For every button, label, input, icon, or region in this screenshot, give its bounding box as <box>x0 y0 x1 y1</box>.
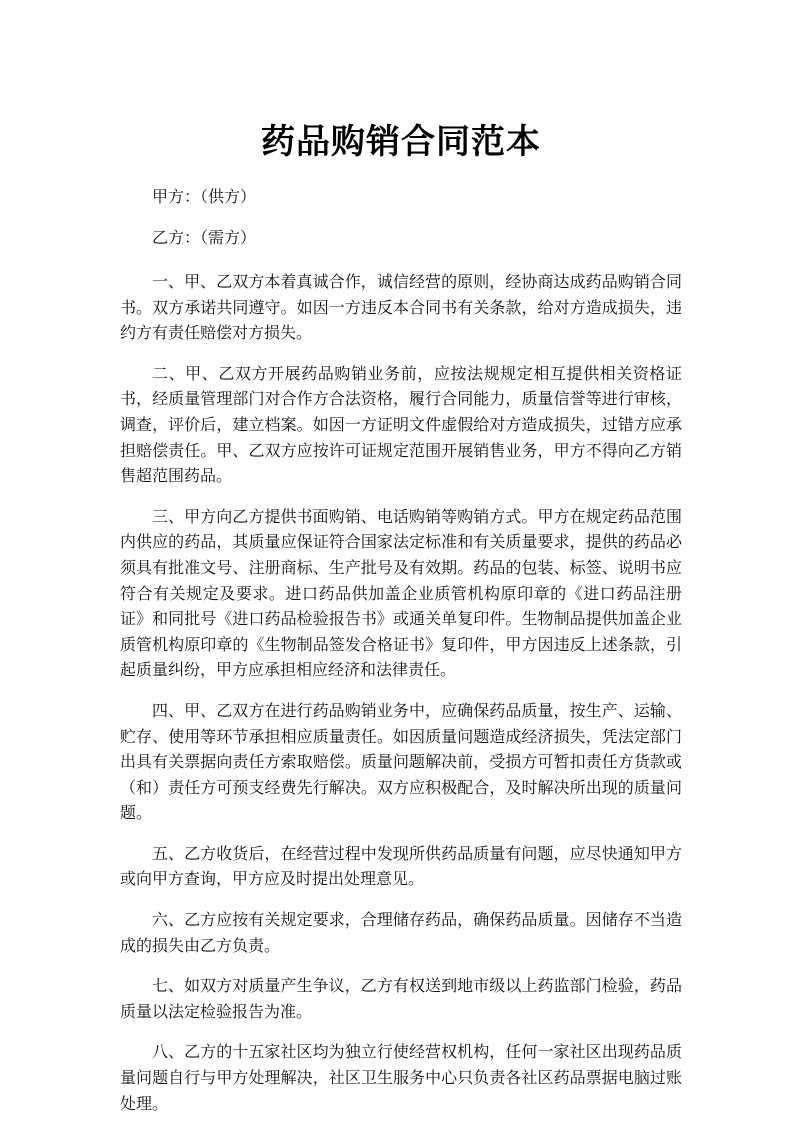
clause-4: 四、甲、乙双方在进行药品购销业务中，应确保药品质量，按生产、运输、贮存、使用等环节承担相应质量责任。如因质量问题造成经济损失，凭法定部门出具有关票据向责任方索取赔偿。质量问题解决前，受损方可暂扣责任方货款或（和）责任方可预支经费先行解决。双方应积极配合，及时解决所出现的质量问题。 <box>120 700 682 823</box>
party-b-line: 乙方：（需方） <box>152 228 257 247</box>
party-a-line: 甲方：（供方） <box>152 187 257 206</box>
clause-8: 八、乙方的十五家社区均为独立行使经营权机构，任何一家社区出现药品质量问题自行与甲方处理解决，社区卫生服务中心只负责各社区药品票据电脑过账处理。 <box>120 1042 682 1113</box>
clause-7: 七、如双方对质量产生争议，乙方有权送到地市级以上药监部门检验，药品质量以法定检验报告为准。 <box>120 976 682 1021</box>
clause-5: 五、乙方收货后，在经营过程中发现所供药品质量有问题，应尽快通知甲方或向甲方查询，甲方应及时提出处理意见。 <box>120 843 682 889</box>
clause-1: 一、甲、乙双方本着真诚合作，诚信经营的原则，经协商达成药品购销合同书。双方承诺共同遵守。如因一方违反本合同书有关条款，给对方造成损失，违约方有责任赔偿对方损失。 <box>120 272 682 343</box>
clause-3: 三、甲方向乙方提供书面购销、电话购销等购销方式。甲方在规定药品范围内供应的药品，其质量应保证符合国家法定标准和有关质量要求，提供的药品必须具有批准文号、注册商标、生产批号及有效期。药品的包装、标签、说明书应符合有关规定及要求。进口药品供加盖企业质管机构原印章的《进口药品注册证》和同批号《进口药品检验报告书》或通关单复印件。生物制品提供加盖企业质管机构原印章的《生物制品签发合格证书》复印件，甲方因违反上述条款，引起质量纠纷，甲方应承担相应经济和法律责任。 <box>120 506 682 680</box>
document-title: 药品购销合同范本 <box>261 122 541 162</box>
clause-6: 六、乙方应按有关规定要求，合理储存药品，确保药品质量。因储存不当造成的损失由乙方负责。 <box>120 910 682 955</box>
clause-2: 二、甲、乙双方开展药品购销业务前，应按法规规定相互提供相关资格证书，经质量管理部门对合作方合法资格，履行合同能力，质量信誉等进行审核，调查，评价后，建立档案。如因一方证明文件虚假给对方造成损失，过错方应承担赔偿责任。甲、乙双方应按许可证规定范围开展销售业务，甲方不得向乙方销售超范围药品。 <box>120 363 682 486</box>
